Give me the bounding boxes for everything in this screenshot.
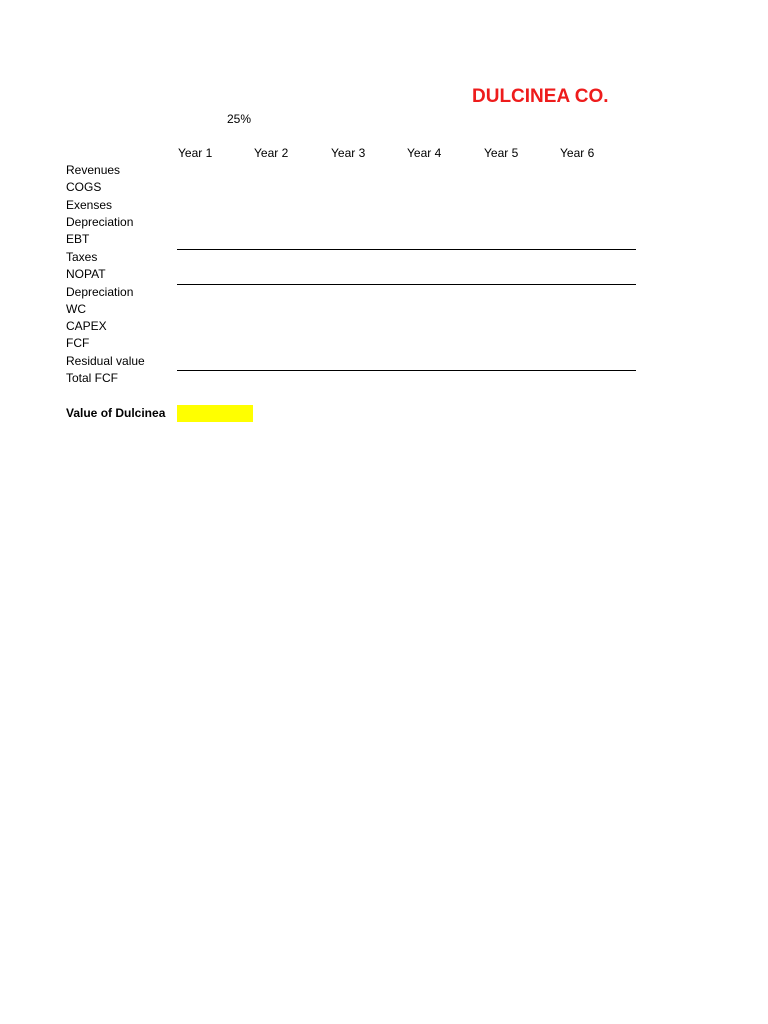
row-label-total-fcf: Total FCF [66,371,119,385]
residual-value-underline [177,370,636,371]
year-1-header: Year 1 [178,146,213,160]
row-label-fcf: FCF [66,336,90,350]
row-label-depreciation: Depreciation [66,215,134,229]
year-6-header: Year 6 [560,146,595,160]
year-2-header: Year 2 [254,146,289,160]
tax-rate-value: 25% [227,112,252,126]
year-4-header: Year 4 [407,146,442,160]
nopat-underline [177,284,636,285]
row-label-nopat: NOPAT [66,267,106,281]
row-label-capex: CAPEX [66,319,107,333]
row-label-revenues: Revenues [66,163,121,177]
row-label-wc: WC [66,302,86,316]
year-3-header: Year 3 [331,146,366,160]
row-label-ebt: EBT [66,232,90,246]
value-of-dulcinea-label: Value of Dulcinea [66,406,166,420]
year-5-header: Year 5 [484,146,519,160]
ebt-underline [177,249,636,250]
row-label-expenses: Exenses [66,198,113,212]
company-title: DULCINEA CO. [472,86,609,107]
row-label-taxes: Taxes [66,250,98,264]
row-label-residual-value: Residual value [66,354,145,368]
row-label-cogs: COGS [66,180,102,194]
row-label-depreciation-addback: Depreciation [66,285,134,299]
value-of-dulcinea-cell[interactable] [177,405,253,422]
